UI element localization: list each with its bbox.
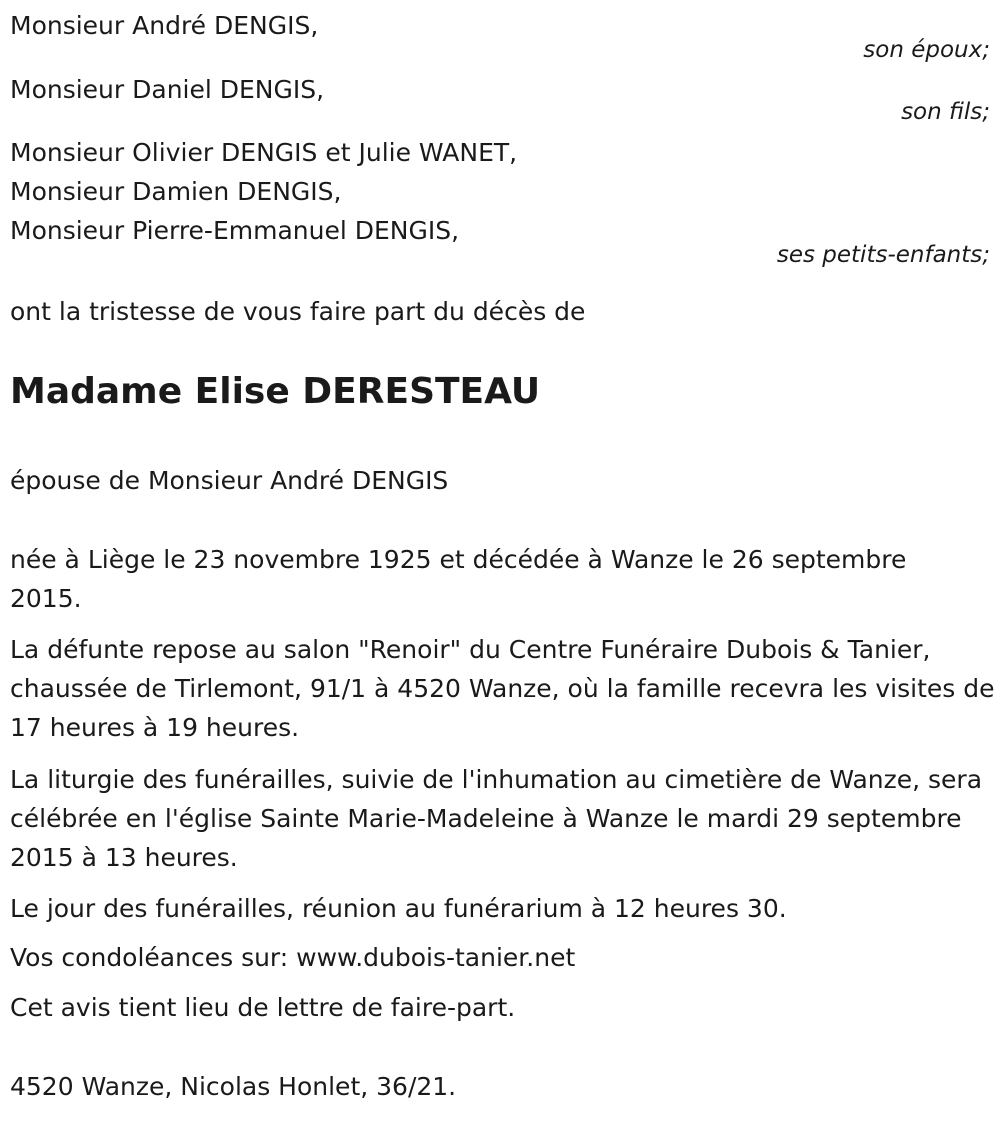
grandchild-line: Monsieur Damien DENGIS,: [10, 177, 342, 206]
spouse-relation: son époux;: [863, 37, 990, 63]
son-relation: son fils;: [901, 99, 990, 125]
son-line: Monsieur Daniel DENGIS,: [10, 75, 325, 104]
grandchild-line: Monsieur Pierre-Emmanuel DENGIS,: [10, 216, 460, 245]
condolences-paragraph: Vos condoléances sur: www.dubois-tanier.net: [10, 943, 576, 972]
grandchild-line: Monsieur Olivier DENGIS et Julie WANET,: [10, 138, 518, 167]
deceased-name: Madame Elise DERESTEAU: [10, 371, 541, 412]
liturgy-paragraph: La liturgie des funérailles, suivie de l'inhumation au cimetière de Wanze, sera célébrée en l'église Sainte Marie-Madeleine à Wanze le mardi 29 septembre 2015 à 13 heures.: [10, 765, 983, 872]
viewing-paragraph: La défunte repose au salon "Renoir" du Centre Funéraire Dubois & Tanier, chaussée de Tirlemont, 91/1 à 4520 Wanze, où la famille recevra les visites de 17 heures à 19 heures.: [10, 635, 995, 742]
grandchildren-relation: ses petits-enfants;: [776, 242, 990, 268]
announcement-text: ont la tristesse de vous faire part du décès de: [10, 297, 586, 326]
birth-death-paragraph: née à Liège le 23 novembre 1925 et décédée à Wanze le 26 septembre 2015.: [10, 545, 907, 613]
spouse-line: Monsieur André DENGIS,: [10, 11, 319, 40]
address-line: 4520 Wanze, Nicolas Honlet, 36/21.: [10, 1072, 457, 1101]
meeting-paragraph: Le jour des funérailles, réunion au funérarium à 12 heures 30.: [10, 894, 787, 923]
spouse-of-text: épouse de Monsieur André DENGIS: [10, 466, 449, 495]
notice-paragraph: Cet avis tient lieu de lettre de faire-part.: [10, 993, 516, 1022]
